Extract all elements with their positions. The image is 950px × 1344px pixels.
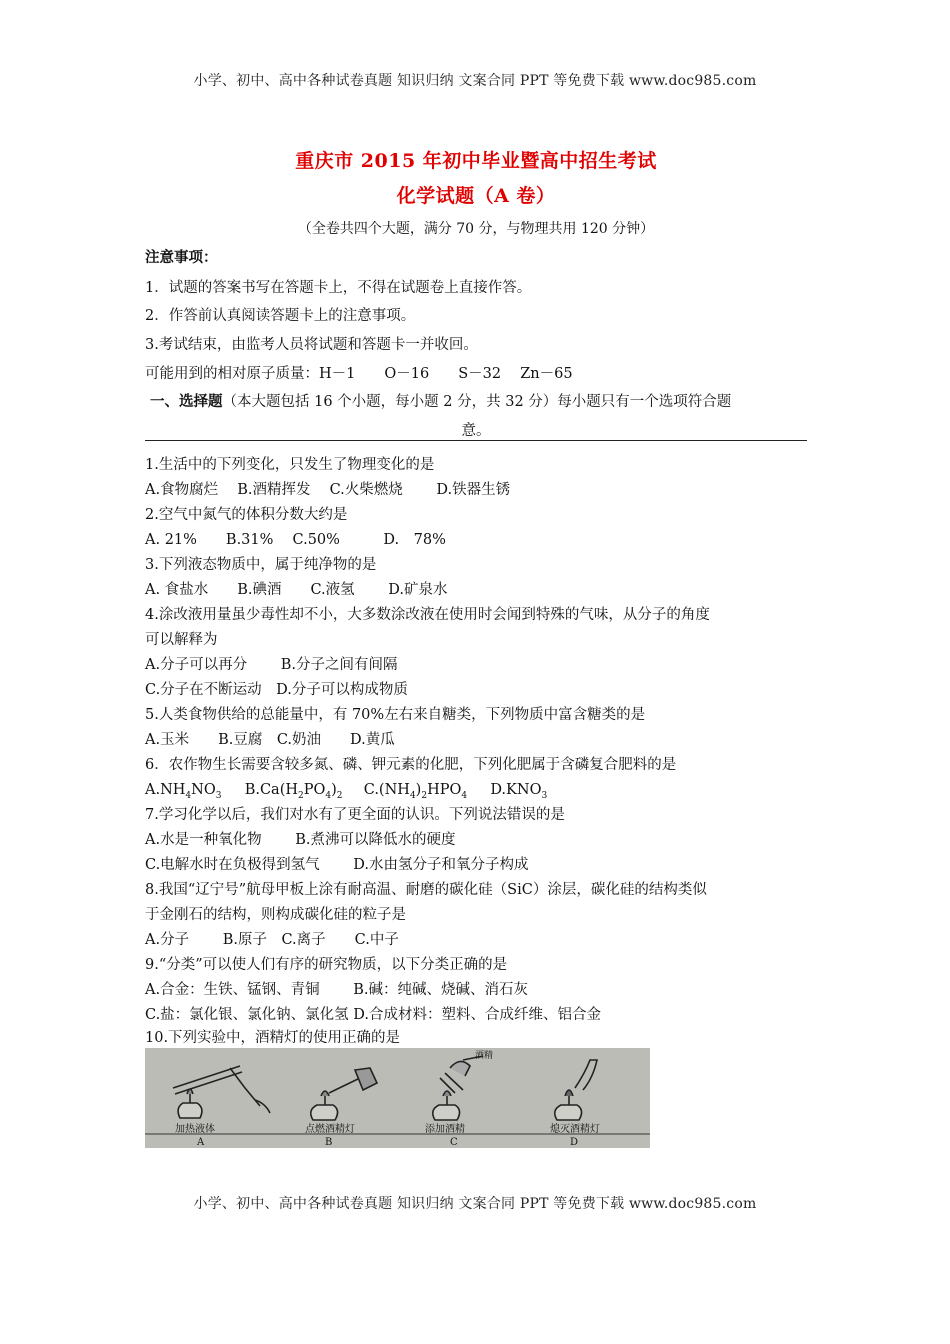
question-line: 6．农作物生长需要含较多氮、磷、钾元素的化肥，下列化肥属于含磷复合肥料的是 (145, 757, 677, 773)
subscript: 2 (421, 790, 428, 801)
subscript: 4 (461, 790, 468, 801)
answer-options: A.玉米 B.豆腐 C.奶油 D.黄瓜 (145, 732, 395, 748)
answer-options: A.水是一种氧化物 B.煮沸可以降低水的硬度 (145, 832, 456, 848)
answer-options: C.电解水时在负极得到氢气 D.水由氢分子和氧分子构成 (145, 857, 529, 873)
figure-label-c: 添加酒精 (425, 1124, 465, 1135)
question-line: 10.下列实验中，酒精灯的使用正确的是 (145, 1030, 401, 1046)
subscript: 4 (325, 790, 332, 801)
exam-subject-title: 化学试题（A 卷） (396, 185, 556, 207)
figure-letter-a: A (197, 1137, 205, 1148)
figure-label-d: 熄灭酒精灯 (550, 1124, 600, 1135)
answer-options: A. 食盐水 B.碘酒 C.液氢 D.矿泉水 (145, 582, 448, 598)
question-line: 2.空气中氮气的体积分数大约是 (145, 507, 348, 523)
question-line: 于金刚石的结构，则构成碳化硅的粒子是 (145, 907, 406, 923)
subscript: 2 (298, 790, 304, 801)
q6-option-a: A.NH (145, 782, 186, 798)
atomic-mass-info: 可能用到的相对原子质量：H－1 O－16 S－32 Zn－65 (145, 366, 573, 382)
subscript: 4 (185, 790, 192, 801)
subscript: 3 (215, 790, 222, 801)
q6-option-c-rest: HPO (427, 782, 462, 798)
notice-item: 1．试题的答案书写在答题卡上，不得在试题卷上直接作答。 (145, 280, 532, 296)
subscript: 2 (336, 790, 343, 801)
q6-option-b: B.Ca(H (244, 782, 298, 798)
notice-title: 注意事项： (145, 249, 218, 266)
question-line: 9.“分类”可以使人们有序的研究物质，以下分类正确的是 (145, 957, 508, 973)
subscript: 3 (541, 790, 548, 801)
answer-options: A. 21% B.31% C.50% D. 78% (145, 532, 446, 548)
exam-info: （全卷共四个大题，满分 70 分，与物理共用 120 分钟） (297, 221, 655, 237)
question-line: 3.下列液态物质中，属于纯净物的是 (145, 557, 377, 573)
question-line: 可以解释为 (145, 632, 218, 648)
section-label: 一、选择题 (150, 393, 223, 410)
figure-letter-b: B (325, 1137, 333, 1148)
notice-item: 2．作答前认真阅读答题卡上的注意事项。 (145, 308, 416, 324)
answer-options: A.食物腐烂 B.酒精挥发 C.火柴燃烧 D.铁器生锈 (145, 482, 511, 498)
q6-option-d: D.KNO (490, 782, 542, 798)
q6-option-b-rest: ) (331, 782, 337, 798)
question-line: 7.学习化学以后，我们对水有了更全面的认识。下列说法错误的是 (145, 807, 565, 823)
q6-option-c-mid: ) (415, 782, 422, 798)
page-header: 小学、初中、高中各种试卷真题 知识归纳 文案合同 PPT 等免费下载 www.doc985.com (193, 73, 757, 89)
answer-options-q6 (145, 780, 807, 806)
question-line: 8.我国“辽宁号”航母甲板上涂有耐高温、耐磨的碳化硅（SiC）涂层，碳化硅的结构类似 (145, 882, 707, 898)
figure-letter-d: D (570, 1137, 579, 1148)
alcohol-lamp-figure (145, 1048, 650, 1148)
figure-label-a: 加热液体 (175, 1124, 215, 1135)
exam-title: 重庆市 2015 年初中毕业暨高中招生考试 (295, 150, 657, 172)
answer-options: C.盐：氯化银、氯化钠、氯化氢 D.合成材料：塑料、合成纤维、铝合金 (145, 1007, 602, 1023)
figure-letter-c: C (450, 1137, 458, 1148)
q6-option-c: C.(NH (363, 782, 410, 798)
question-line: 1.生活中的下列变化，只发生了物理变化的是 (145, 457, 435, 473)
section-description: （本大题包括 16 个小题，每小题 2 分，共 32 分）每小题只有一个选项符合题 (222, 394, 732, 410)
section-divider (145, 440, 807, 441)
page-footer: 小学、初中、高中各种试卷真题 知识归纳 文案合同 PPT 等免费下载 www.doc985.com (193, 1196, 757, 1212)
question-line: 5.人类食物供给的总能量中，有 70%左右来自糖类，下列物质中富含糖类的是 (145, 707, 646, 723)
figure-tag-alcohol: 酒精 (475, 1051, 494, 1061)
question-line: 4.涂改液用量虽少毒性却不小，大多数涂改液在使用时会闻到特殊的气味，从分子的角度 (145, 607, 710, 623)
answer-options: A.分子 B.原子 C.离子 C.中子 (145, 932, 399, 948)
answer-options: C.分子在不断运动 D.分子可以构成物质 (145, 682, 408, 698)
figure-label-b: 点燃酒精灯 (305, 1124, 355, 1135)
section-description-end: 意。 (461, 423, 491, 439)
q6-option-a-rest: NO (191, 782, 216, 798)
section-heading (150, 392, 812, 412)
answer-options: A.合金：生铁、锰钢、青铜 B.碱：纯碱、烧碱、消石灰 (145, 982, 528, 998)
notice-item: 3.考试结束，由监考人员将试题和答题卡一并收回。 (145, 337, 478, 353)
subscript: 4 (409, 790, 416, 801)
answer-options: A.分子可以再分 B.分子之间有间隔 (145, 657, 398, 673)
q6-option-b-mid: PO (303, 782, 326, 798)
